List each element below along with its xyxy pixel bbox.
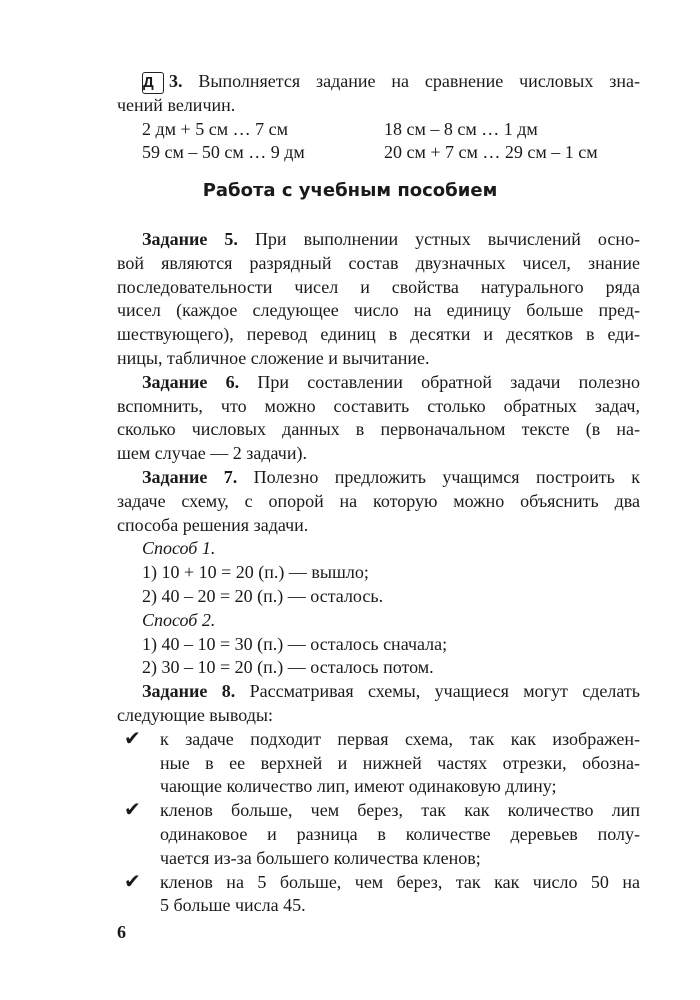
task-6: Задание 6. При составлении обратной задачи полезно вспомнить, что можно составить столько обратных задач, сколько числовых данных в первоначальном тексте (в на- шем случае — 2 задачи). bbox=[117, 371, 641, 464]
comparison-row: 2 дм + 5 см … 7 см 18 см – 8 см … 1 дм bbox=[142, 118, 538, 139]
main-text bbox=[117, 228, 640, 918]
task-3: Д 3. Выполняется задание на сравнение числовых зна- чений величин. 2 дм + 5 см … 7 см 18 см – 8 см … 1 дм 59 см – 50 см … 9 дм 20 см + 7 см … 29 см – 1 см bbox=[117, 70, 640, 165]
comparison-row: 59 см – 50 см … 9 дм 20 см + 7 см … 29 см – 1 см bbox=[142, 142, 598, 163]
bullet-item: ✔ кленов больше, чем берез, так как количество лип одинаковое и разница в количестве деревьев полу- чается из-за большего количества кленов; bbox=[124, 799, 640, 868]
check-icon: ✔ bbox=[124, 870, 141, 893]
section-heading: Работа с учебным пособием bbox=[202, 180, 498, 201]
level-badge: Д bbox=[142, 72, 164, 94]
task-5: Задание 5. При выполнении устных вычислений осно- вой являются разрядный состав двузначных чисел, знание последовательности чисел и свойства натурального ряда чисел (каждое следующее число на единицу больше пред- шествующего), перевод единиц в десятки и десятков в еди- ницы, табличное сложение и вычитание. bbox=[117, 229, 641, 368]
page-number: 6 bbox=[117, 922, 126, 942]
bullet-item: ✔ к задаче подходит первая схема, так как изображен- ные в ее верхней и нижней частях отрезки, обозна- чающие количество лип, имеют одинаковую длину; bbox=[124, 727, 640, 797]
task-8: Задание 8. Рассматривая схемы, учащиеся могут сделать следующие выводы: ✔ к задаче подходит первая схема, так как изображен- ные в ее верхней и нижней частях отрезки, обозна- чающие количество лип, имеют одинаковую длину; ✔ кленов больше, чем берез, так как количество лип одинаковое и разница в количестве деревьев полу- чается из-за большего количества кленов; ✔ кленов на 5 больше, чем берез, так как число 50 на 5 больше числа 45. bbox=[117, 680, 640, 918]
bullet-item: ✔ кленов на 5 больше, чем берез, так как число 50 на 5 больше числа 45. bbox=[124, 870, 640, 916]
check-icon: ✔ bbox=[124, 799, 141, 822]
check-icon: ✔ bbox=[124, 727, 141, 750]
task-7: Задание 7. Полезно предложить учащимся построить к задаче схему, с опорой на которую можно объяснить два способа решения задачи. Способ 1. 1) 10 + 10 = 20 (п.) — вышло; 2) 40 – 20 = 20 (п.) — осталось. Способ 2. 1) 40 – 10 = 30 (п.) — осталось сначала; 2) 30 – 10 = 20 (п.) — осталось потом. bbox=[117, 466, 640, 678]
